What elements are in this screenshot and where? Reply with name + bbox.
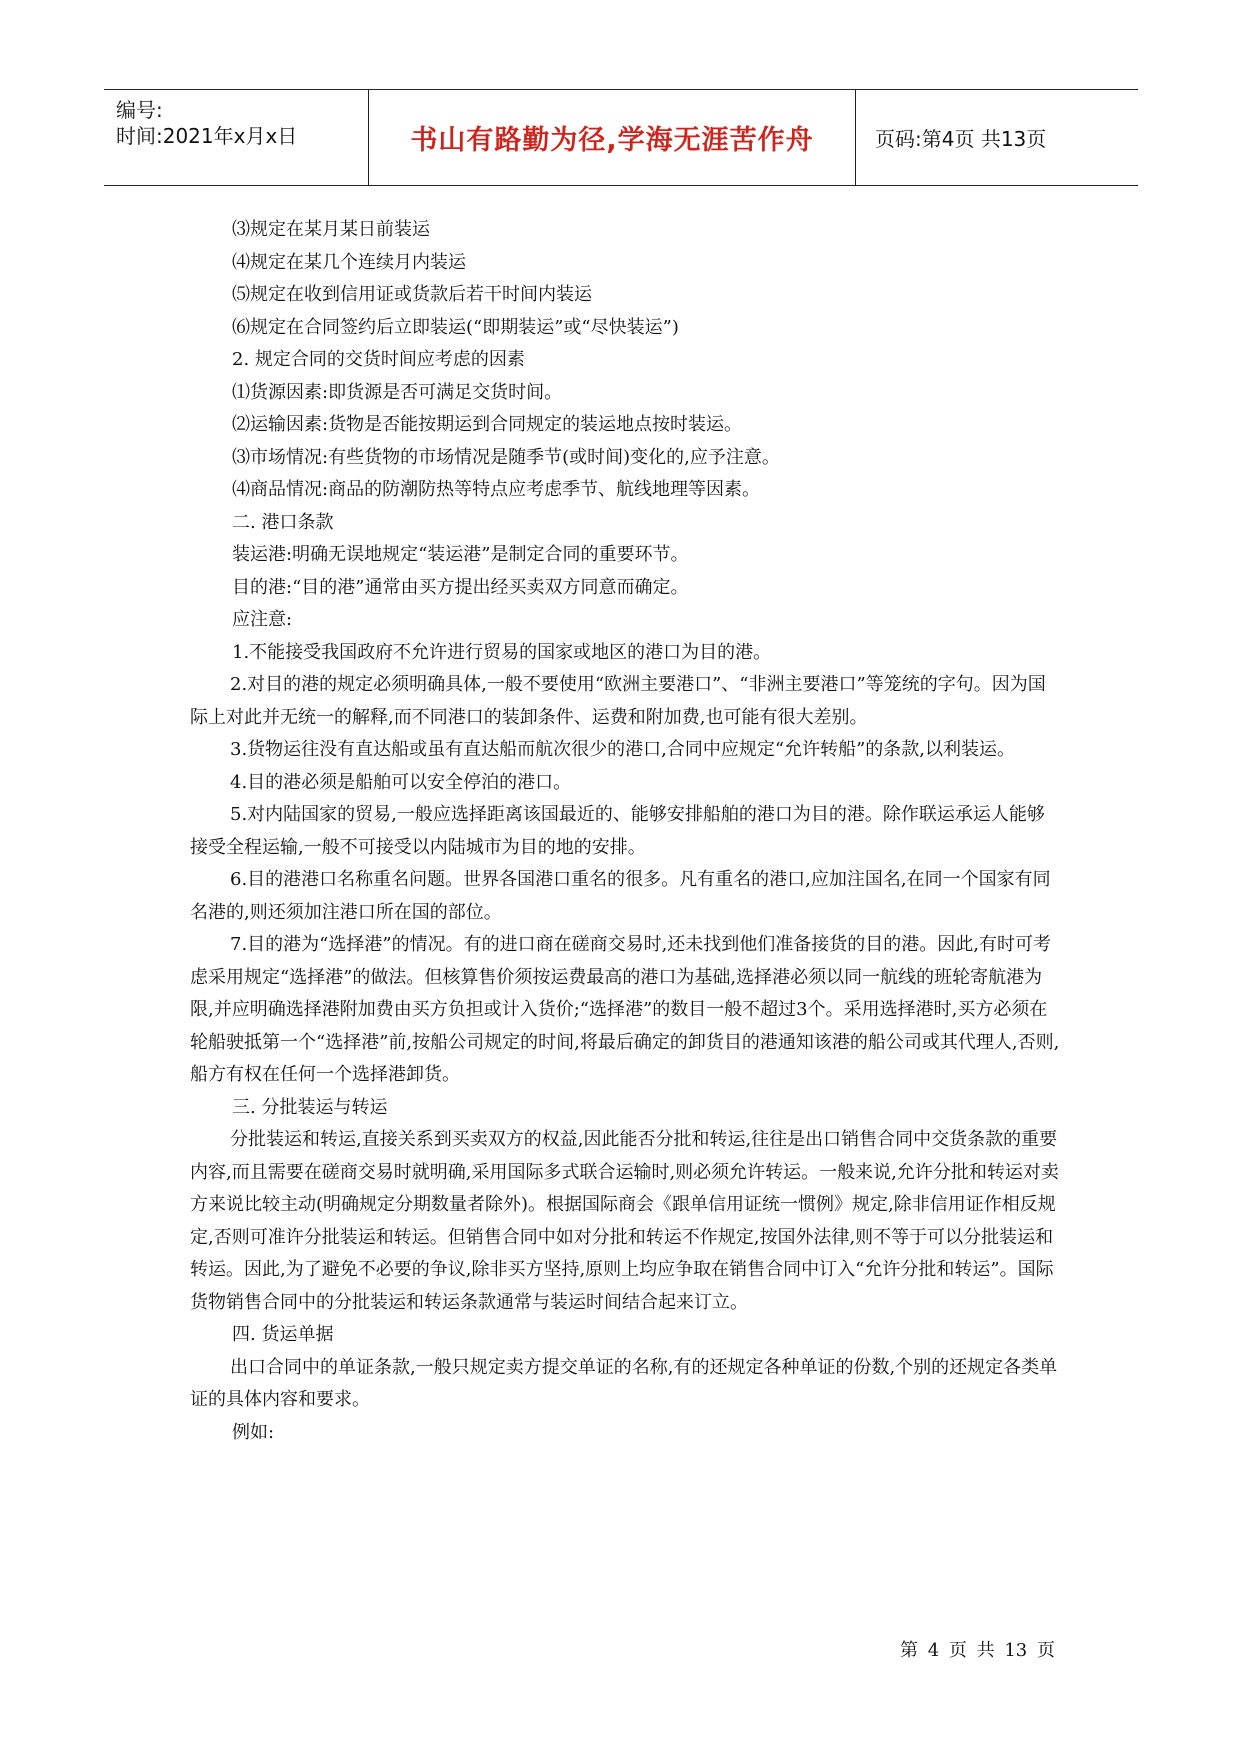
paragraph: 4.目的港必须是船舶可以安全停泊的港口。 (230, 771, 572, 793)
paragraph: ⑸规定在收到信用证或货款后若干时间内装运 (232, 284, 592, 305)
paragraph: 2.对目的港的规定必须明确具体,一般不要使用“欧洲主要港口”、“非洲主要港口”等笼统的字句。因为国际上对此并无统一的解释,而不同港口的装卸条件、运费和附加费,也可能有很大差别。 (190, 674, 1046, 728)
document-time-label: 时间:2021年x月x日 (116, 124, 298, 148)
paragraph: ⑵运输因素:货物是否能按期运到合同规定的装运地点按时装运。 (232, 414, 743, 435)
paragraph: 1.不能接受我国政府不允许进行贸易的国家或地区的港口为目的港。 (232, 641, 772, 663)
header-motto-cell (368, 90, 856, 185)
page-footer: 第 4 页 共 13 页 (900, 1640, 1055, 1661)
paragraph: 分批装运和转运,直接关系到买卖双方的权益,因此能否分批和转运,往往是出口销售合同中交货条款的重要内容,而且需要在磋商交易时就明确,采用国际多式联合运输时,则必须允许转运。一般来说,允许分批和转运对卖方来说比较主动(明确规定分期数量者除外)。根据国际商会《跟单信用证统一惯例》规定,除非信用证作相反规定,否则可准许分批装运和转运。但销售合同中如对分批和转运不作规定,按国外法律,则不等于可以分批装运和转运。因此,为了避免不必要的争议,除非买方坚持,原则上均应争取在销售合同中订入“允许分批和转运”。国际货物销售合同中的分批装运和转运条款通常与装运时间结合起来订立。 (190, 1129, 1059, 1313)
paragraph: 3.货物运往没有直达船或虽有直达船而航次很少的港口,合同中应规定“允许转船”的条款,以利装运。 (230, 739, 1016, 760)
paragraph: 6.目的港港口名称重名问题。世界各国港口重名的很多。凡有重名的港口,应加注国名,在同一个国家有同名港的,则还须加注港口所在国的部位。 (190, 869, 1051, 923)
section-heading: 二. 港口条款 (232, 511, 334, 533)
document-body (190, 214, 1060, 1449)
paragraph: 7.目的港为“选择港”的情况。有的进口商在磋商交易时,还未找到他们准备接货的目的港。因此,有时可考虑采用规定“选择港”的做法。但核算售价须按运费最高的港口为基础,选择港必须以同一航线的班轮寄航港为限,并应明确选择港附加费由买方负担或计入货价;“选择港”的数目一般不超过3个。采用选择港时,买方必须在轮船驶抵第一个“选择港”前,按船公司规定的时间,将最后确定的卸货目的港通知该港的船公司或其代理人,否则,船方有权在任何一个选择港卸货。 (190, 934, 1060, 1085)
paragraph: 例如: (232, 1421, 275, 1443)
section-heading: 四. 货运单据 (232, 1324, 334, 1345)
paragraph: ⑶规定在某月某日前装运 (232, 219, 430, 240)
header-page-cell (855, 90, 1138, 185)
paragraph: ⑴货源因素:即货源是否可满足交货时间。 (232, 381, 563, 403)
paragraph: ⑶市场情况:有些货物的市场情况是随季节(或时间)变化的,应予注意。 (232, 446, 780, 468)
header-motto: 书山有路勤为径,学海无涯苦作舟 (410, 125, 814, 156)
header-info-cell (104, 90, 368, 185)
paragraph: 应注意: (232, 609, 293, 630)
paragraph: ⑷商品情况:商品的防潮防热等特点应考虑季节、航线地理等因素。 (232, 479, 761, 500)
section-heading: 2. 规定合同的交货时间应考虑的因素 (232, 349, 525, 370)
header-page-code: 页码:第4页 共13页 (875, 127, 1047, 151)
document-number-label: 编号: (116, 98, 163, 122)
paragraph: ⑹规定在合同签约后立即装运(“即期装运”或“尽快装运”) (232, 316, 679, 338)
paragraph: 目的港:“目的港”通常由买方提出经买卖双方同意而确定。 (232, 576, 689, 598)
paragraph: 装运港:明确无误地规定“装运港”是制定合同的重要环节。 (232, 544, 689, 565)
paragraph: 出口合同中的单证条款,一般只规定卖方提交单证的名称,有的还规定各种单证的份数,个别的还规定各类单证的具体内容和要求。 (190, 1356, 1058, 1410)
paragraph: ⑷规定在某几个连续月内装运 (232, 251, 466, 273)
section-heading: 三. 分批装运与转运 (232, 1096, 388, 1118)
paragraph: 5.对内陆国家的贸易,一般应选择距离该国最近的、能够安排船舶的港口为目的港。除作联运承运人能够接受全程运输,一般不可接受以内陆城市为目的地的安排。 (190, 804, 1045, 858)
page-header (104, 89, 1138, 186)
